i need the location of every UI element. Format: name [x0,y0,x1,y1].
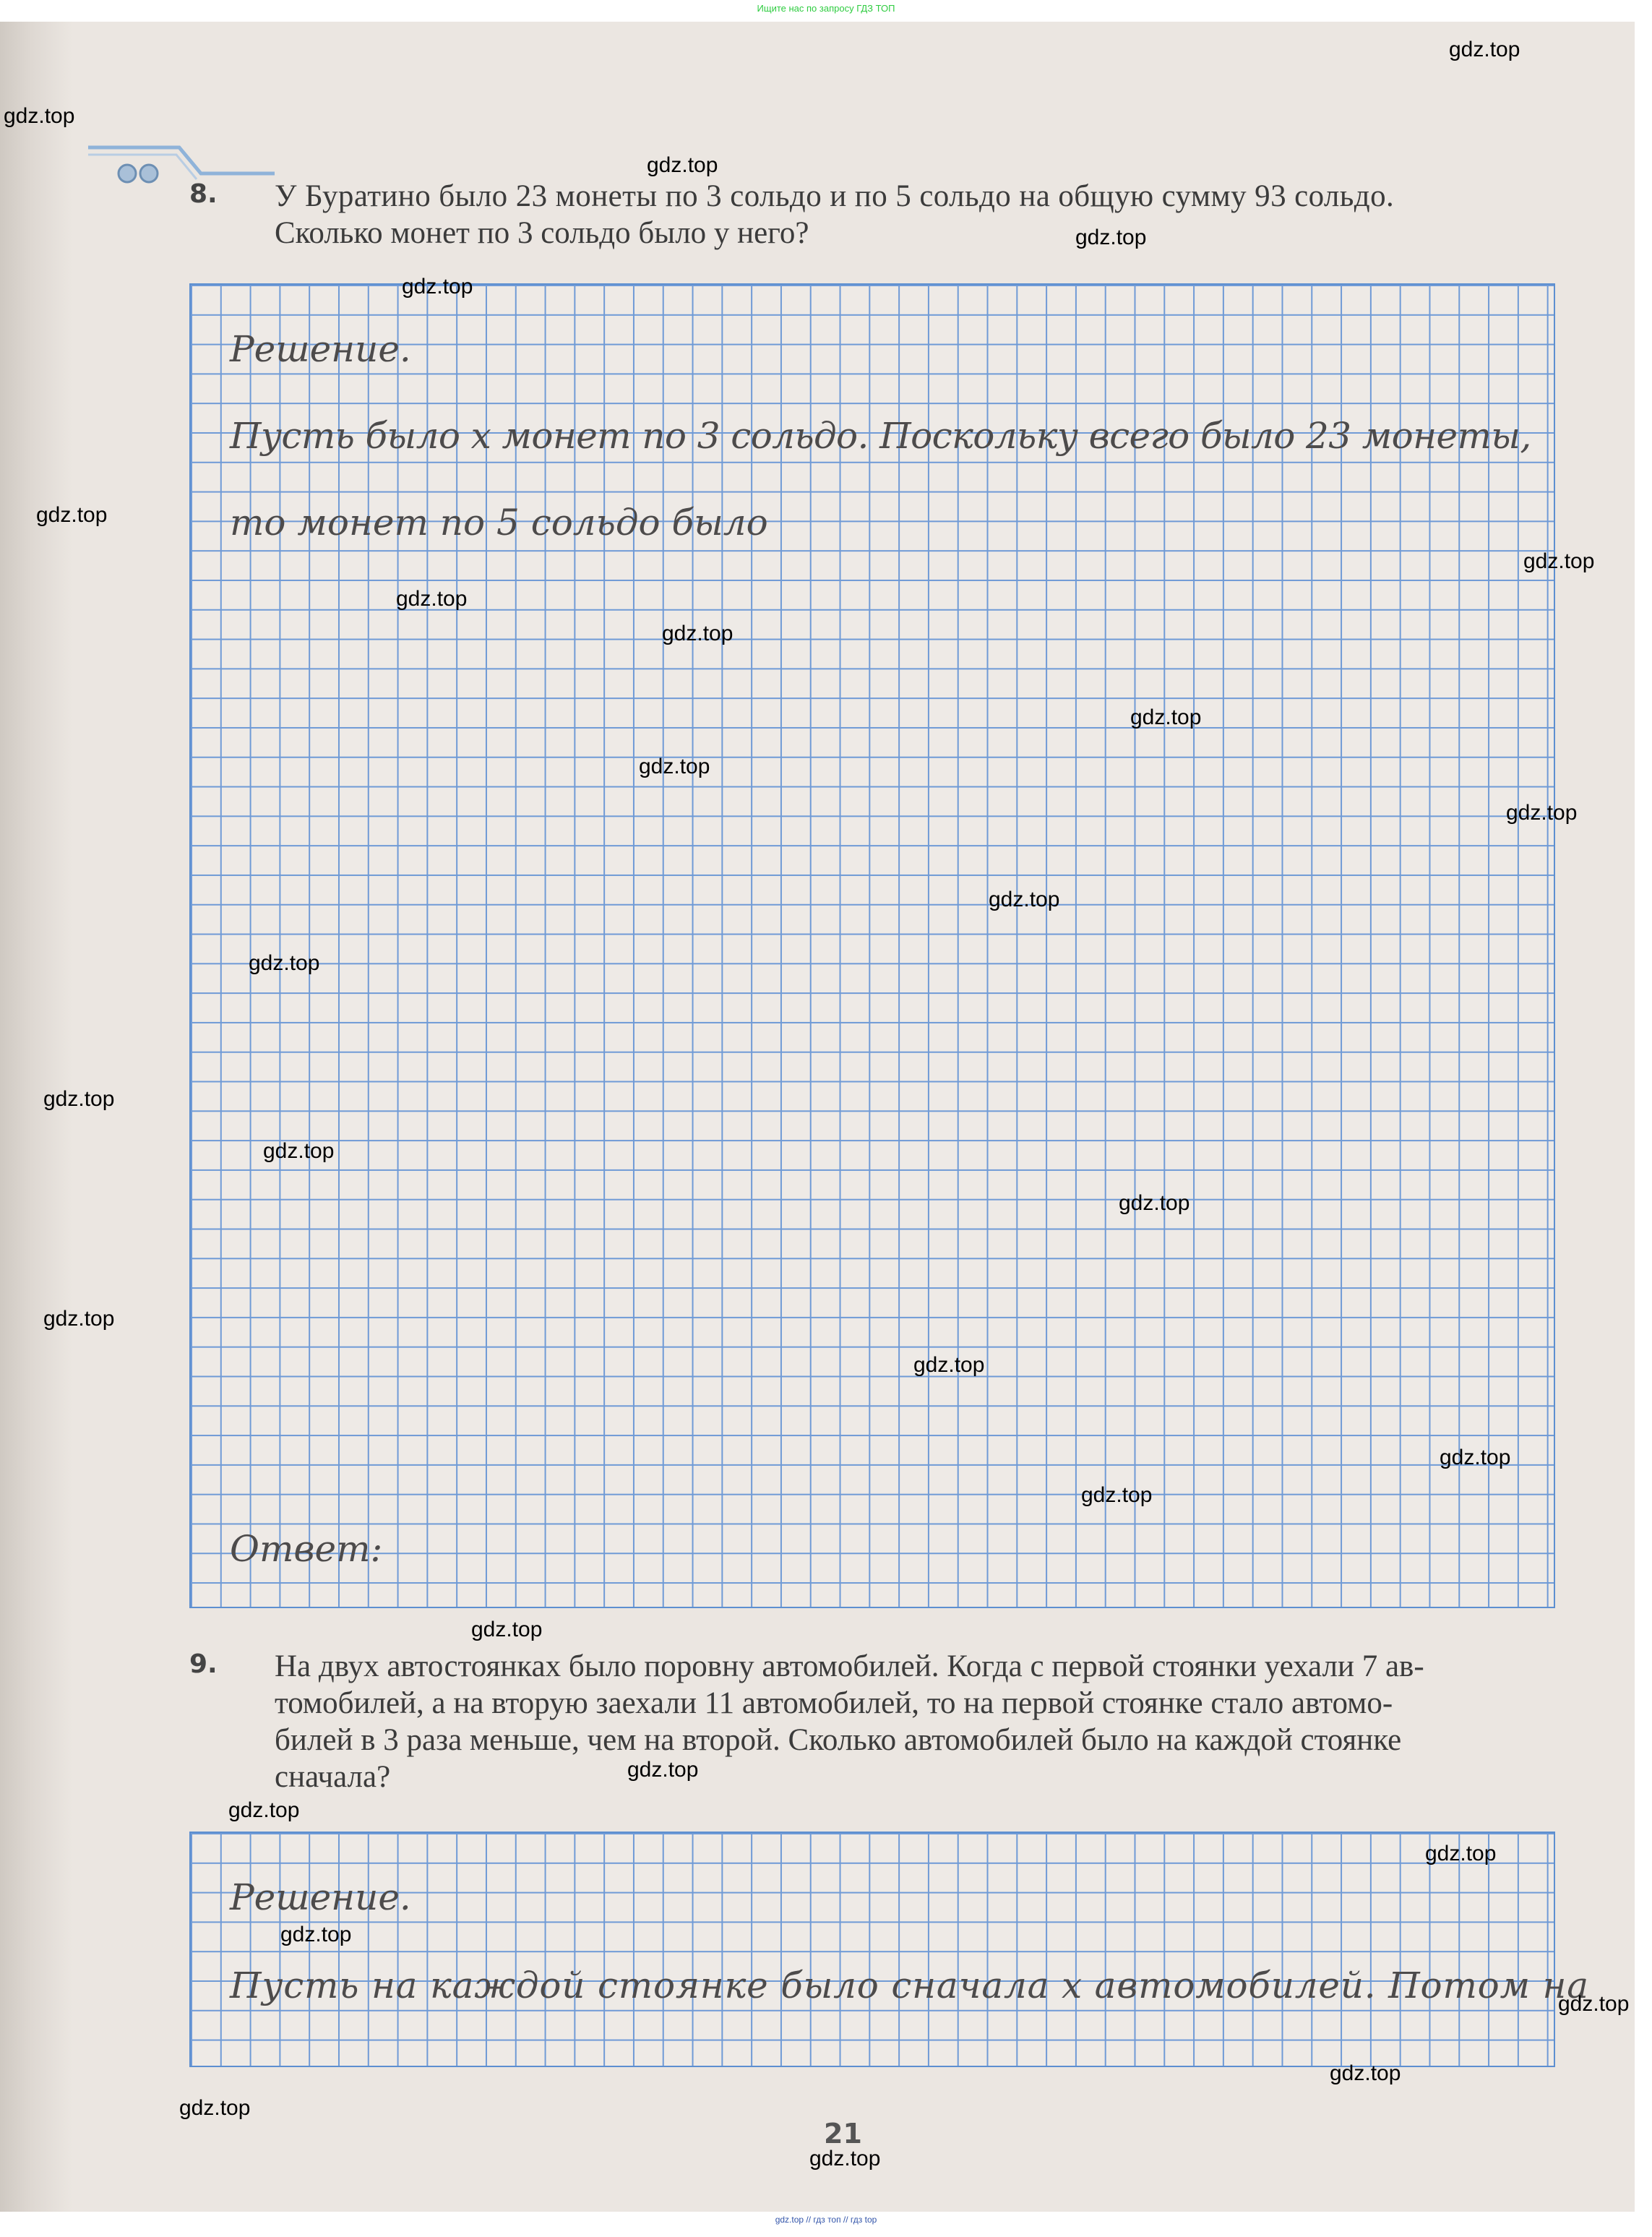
task-8-solution-heading: Решение. [230,328,411,370]
watermark: gdz.top [1558,1992,1630,2016]
watermark: gdz.top [1523,549,1595,573]
watermark: gdz.top [989,888,1060,911]
watermark: gdz.top [280,1923,352,1946]
watermark: gdz.top [471,1618,543,1641]
watermark: gdz.top [1081,1483,1153,1507]
watermark: gdz.top [228,1798,300,1822]
watermark: gdz.top [639,755,710,778]
task-8-solution-line: то монет по 5 сольдо было [230,502,768,544]
watermark: gdz.top [179,2096,251,2120]
watermark: gdz.top [627,1758,699,1782]
watermark: gdz.top [809,2147,881,2171]
task-8-text [275,178,1554,252]
task-8-text-line: У Буратино было 23 монеты по 3 сольдо и по 5 сольдо на общую сумму 93 сольдо. [275,179,1395,213]
task-9-solution-heading: Решение. [230,1876,411,1918]
watermark: gdz.top [1075,226,1147,249]
task-9-text-line: томобилей, а на вторую заехали 11 автомобилей, то на первой стоянке стало автомо- [275,1686,1393,1720]
watermark: gdz.top [1425,1842,1497,1865]
watermark: gdz.top [1330,2061,1401,2085]
task-8-answer-label: Ответ: [230,1528,383,1570]
task-8-text-line: Сколько монет по 3 сольдо было у него? [275,216,809,250]
workbook-page [0,22,1635,2212]
page-binding-shadow [0,22,75,2212]
watermark: gdz.top [1440,1446,1511,1469]
page-number: 21 [824,2118,862,2150]
task-8-number: 8. [189,179,218,209]
watermark: gdz.top [43,1087,115,1111]
watermark: gdz.top [36,503,108,527]
watermark: gdz.top [1130,705,1202,729]
watermark: gdz.top [913,1353,985,1377]
watermark: gdz.top [1506,801,1578,825]
task-9-text [275,1648,1554,1795]
watermark: gdz.top [647,153,718,177]
watermark: gdz.top [662,622,733,645]
task-8-solution-line: Пусть было x монет по 3 сольдо. Поскольку всего было 23 монеты, [230,415,1531,457]
task-9-answer-grid[interactable] [189,1832,1555,2067]
watermark: gdz.top [1449,38,1520,61]
watermark: gdz.top [402,275,473,299]
task-9-text-line: билей в 3 раза меньше, чем на второй. Сколько автомобилей было на каждой стоянке [275,1723,1402,1757]
watermark: gdz.top [249,951,320,975]
watermark: gdz.top [4,104,75,128]
watermark: gdz.top [43,1307,115,1331]
task-9-number: 9. [189,1649,218,1679]
top-banner[interactable]: Ищите нас по запросу ГДЗ ТОП [757,3,895,14]
task-decoration-icon [85,130,275,202]
watermark: gdz.top [396,587,468,611]
watermark: gdz.top [1119,1191,1190,1215]
bottom-banner[interactable]: gdz.top // гдз топ // гдз top [775,2215,877,2225]
task-9-text-line: сначала? [275,1760,391,1794]
task-8-answer-grid[interactable] [189,283,1555,1608]
task-9-text-line: На двух автостоянках было поровну автомобилей. Когда с первой стоянки уехали 7 ав- [275,1649,1424,1683]
task-9-solution-line: Пусть на каждой стоянке было сначала x автомобилей. Потом на [230,1965,1589,2006]
watermark: gdz.top [263,1139,335,1163]
